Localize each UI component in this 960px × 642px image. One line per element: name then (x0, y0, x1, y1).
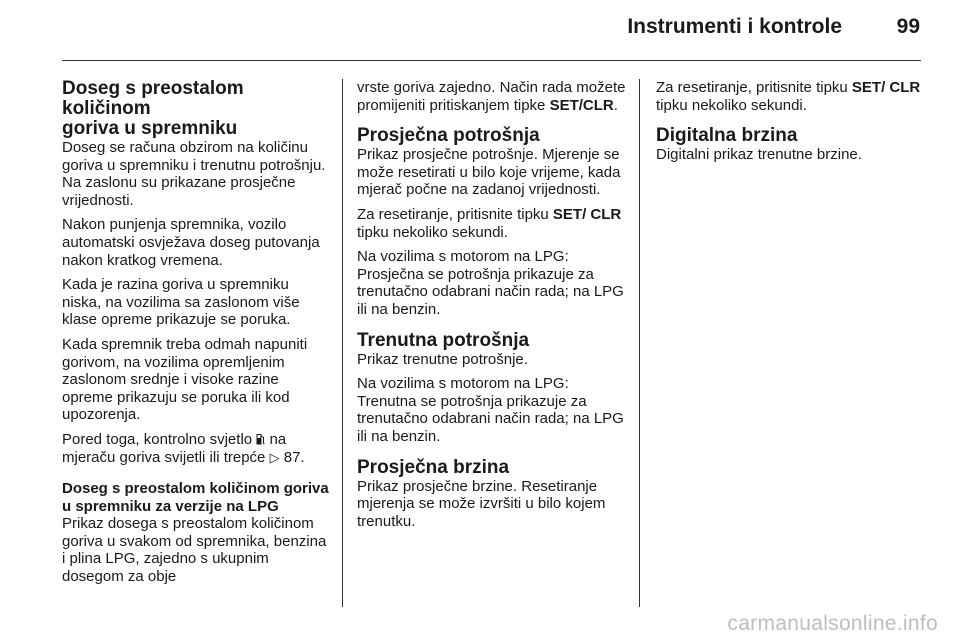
paragraph: Prikaz prosječne brzine. Resetiranje mjerenja se može izvršiti u bilo kojem trenutku. (357, 477, 606, 530)
watermark: carmanualsonline.info (727, 612, 938, 635)
paragraph: Pored toga, kontrolno svjetlo na mjeraču goriva svijetli ili trepće ▷ 87. (62, 430, 305, 466)
column-1 (62, 79, 330, 593)
paragraph: Digitalni prikaz trenutne brzine. (656, 146, 862, 164)
paragraph: Kada je razina goriva u spremniku niska, na vozilima sa zaslonom više klase opreme prikazuje se poruka. (62, 276, 300, 329)
paragraph: Prikaz prosječne potrošnje. Mjerenje se može resetirati u bilo koje vrijeme, kada mjerač počne na zadanoj vrijednosti. (357, 146, 621, 199)
paragraph: Prikaz dosega s preostalom količinom goriva u svakom od spremnika, benzina i plina LPG, zajedno s ukupnim dosegom za obje (62, 515, 327, 586)
paragraph: Kada spremnik treba odmah napuniti gorivom, na vozilima opremljenim zaslonom srednje i visoke razine opreme prikazuju se poruka ili kod upozorenja. (62, 335, 308, 424)
header-rule (62, 60, 921, 61)
paragraph: Na vozilima s motorom na LPG: Trenutna se potrošnja prikazuje za trenutačno odabrani način rada; na LPG ili na benzin. (357, 375, 624, 445)
paragraph: Za resetiranje, pritisnite tipku SET/ CLR tipku nekoliko sekundi. (357, 205, 622, 241)
column-divider-2 (639, 79, 640, 607)
subsection-heading-lpg: Doseg s preostalom količinom goriva u spremniku za verzije na LPG (62, 480, 329, 515)
section-heading-digital-speed: Digitalna brzina (656, 125, 798, 147)
paragraph: Prikaz trenutne potrošnje. (357, 350, 528, 368)
key-label: SET/ CLR (851, 79, 921, 96)
header-title: Instrumenti i kontrole (627, 15, 842, 38)
key-label: SET/CLR (549, 96, 614, 114)
paragraph: Doseg se računa obzirom na količinu goriva u spremniku i trenutnu potrošnju. Na zaslonu su prikazane prosječne vrijednosti. (62, 139, 326, 209)
paragraph: Nakon punjenja spremnika, vozilo automatski osvježava doseg putovanja nakon kratkog vremena. (62, 216, 320, 269)
paragraph: Za resetiranje, pritisnite tipku SET/ CLR tipku nekoliko sekundi. (656, 79, 921, 114)
column-divider-1 (342, 79, 343, 607)
page-reference-link[interactable]: 87. (283, 448, 305, 466)
paragraph: Na vozilima s motorom na LPG: Prosječna se potrošnja prikazuje za trenutačno odabrani način rada; na LPG ili na benzin. (357, 248, 624, 318)
section-heading-avg-speed: Prosječna brzina (357, 456, 510, 478)
section-heading-current-consumption: Trenutna potrošnja (357, 329, 530, 351)
column-3 (656, 79, 922, 171)
section-heading-avg-consumption: Prosječna potrošnja (357, 125, 540, 147)
key-label: SET/ CLR (552, 205, 622, 223)
fuel-pump-icon (256, 433, 265, 445)
section-heading-range: Doseg s preostalom količinom goriva u spremniku (62, 78, 244, 139)
triangle-reference-icon: ▷ (269, 449, 280, 465)
paragraph: vrste goriva zajedno. Način rada možete promijeniti pritiskanjem tipke SET/CLR. (357, 79, 626, 114)
column-2 (357, 79, 627, 537)
page-number: 99 (896, 15, 920, 38)
